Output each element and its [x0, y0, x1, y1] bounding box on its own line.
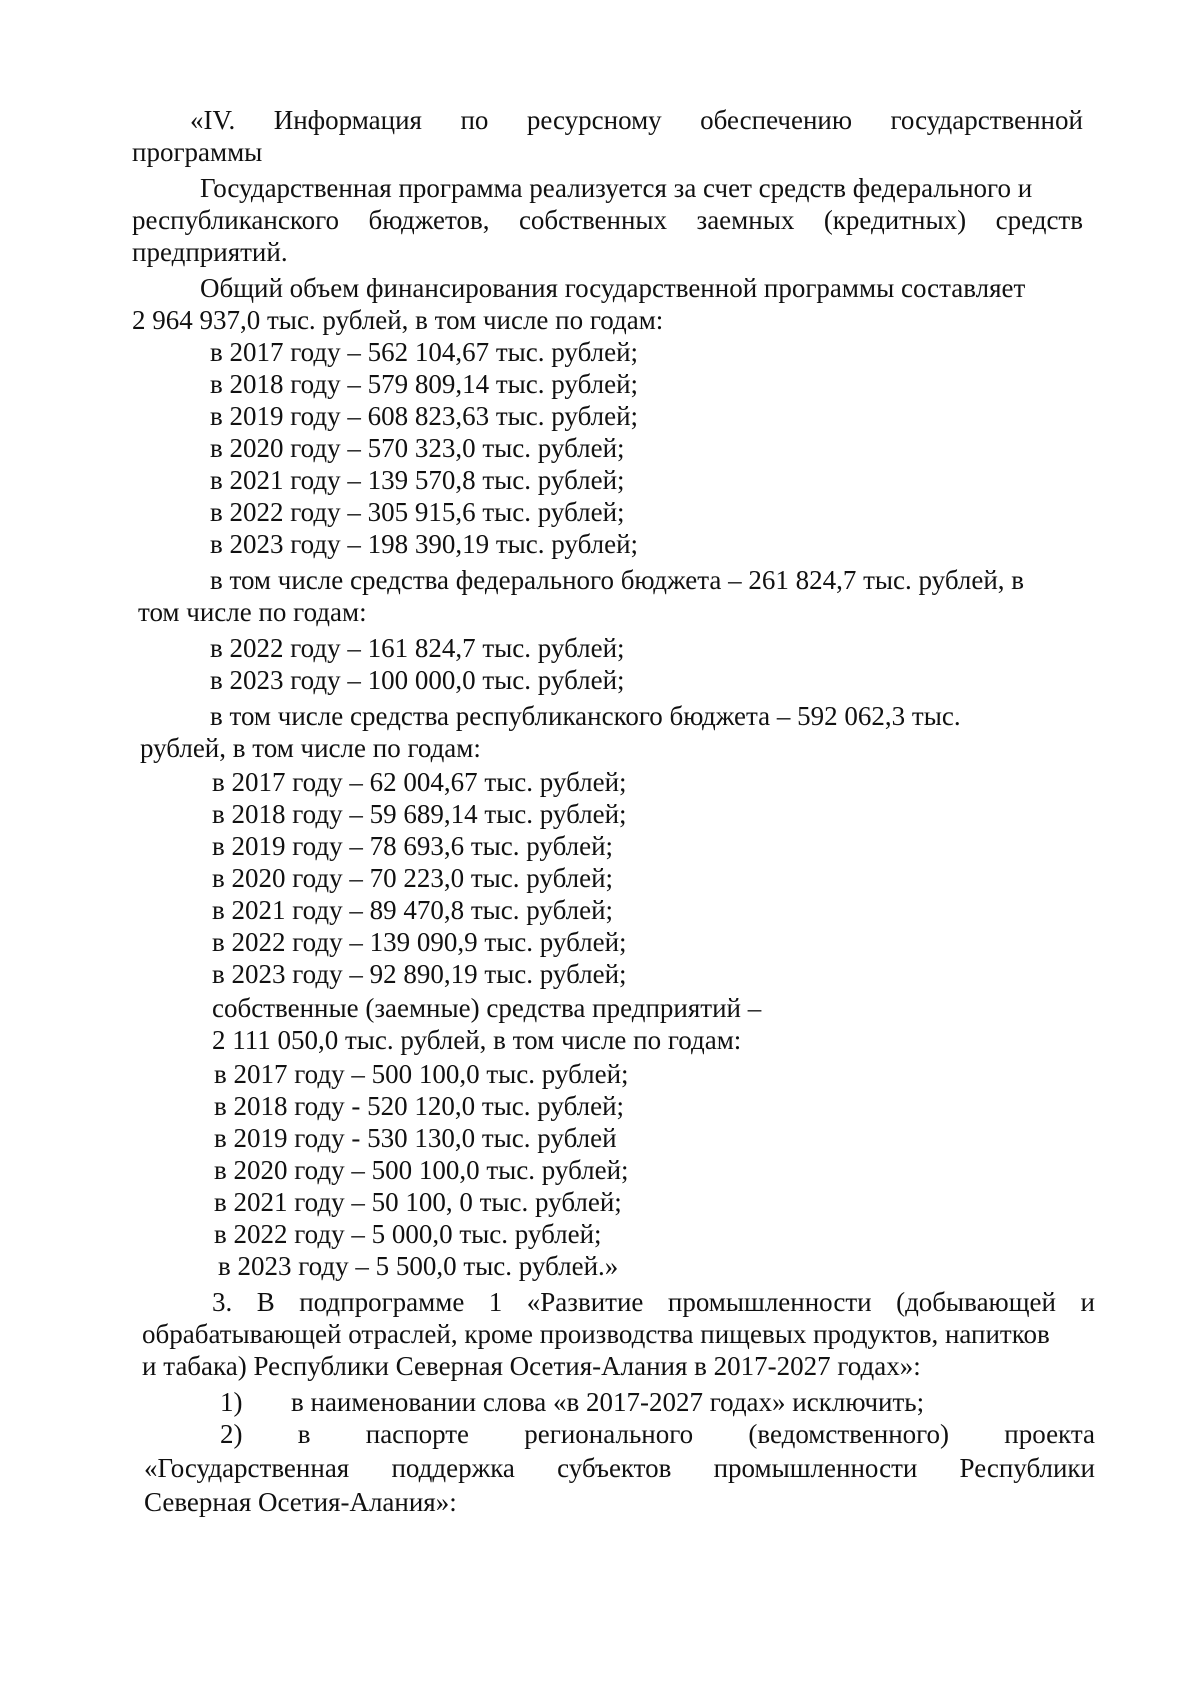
- paragraph-line: собственные (заемные) средства предприятий –: [212, 993, 762, 1023]
- word: промышленности: [713, 1453, 918, 1483]
- list-item: в 2023 году – 5 500,0 тыс. рублей.»: [218, 1251, 619, 1281]
- list-item: в 2022 году – 305 915,6 тыс. рублей;: [210, 497, 625, 527]
- list-item: в 2019 году - 530 130,0 тыс. рублей: [214, 1123, 617, 1153]
- paragraph-line: 2 111 050,0 тыс. рублей, в том числе по годам:: [212, 1025, 742, 1055]
- word: В: [256, 1287, 275, 1317]
- word: проекта: [1004, 1419, 1095, 1449]
- paragraph-line: Северная Осетия-Алания»:: [144, 1487, 457, 1517]
- sub-item-number: 1): [220, 1387, 243, 1417]
- word: подпрограмме: [299, 1287, 465, 1317]
- word: «Развитие: [526, 1287, 644, 1317]
- word: субъектов: [557, 1453, 672, 1483]
- word: паспорте: [365, 1419, 470, 1449]
- paragraph-line: Государственная программа реализуется за счет средств федерального и: [200, 173, 1033, 203]
- list-item: в 2020 году – 570 323,0 тыс. рублей;: [210, 433, 625, 463]
- heading-word: обеспечению: [700, 105, 853, 135]
- list-item: в 2021 году – 139 570,8 тыс. рублей;: [210, 465, 625, 495]
- list-item: в 2022 году – 161 824,7 тыс. рублей;: [210, 633, 625, 663]
- word: поддержка: [391, 1453, 515, 1483]
- list-item: в 2018 году – 59 689,14 тыс. рублей;: [212, 799, 627, 829]
- word: бюджетов,: [368, 205, 490, 235]
- heading-word: ресурсному: [526, 105, 662, 135]
- word: собственных: [518, 205, 668, 235]
- list-item: в 2023 году – 100 000,0 тыс. рублей;: [210, 665, 625, 695]
- word: регионального: [524, 1419, 694, 1449]
- word: (добывающей: [896, 1287, 1056, 1317]
- paragraph-line: в том числе средства федерального бюджета – 261 824,7 тыс. рублей, в: [210, 565, 1025, 595]
- section-heading-continuation: программы: [132, 137, 263, 167]
- paragraph-line: обрабатывающей отраслей, кроме производства пищевых продуктов, напитков: [142, 1319, 1050, 1349]
- paragraph-line: [132, 204, 1083, 236]
- paragraph-line: рублей, в том числе по годам:: [140, 733, 481, 763]
- word: и: [1080, 1287, 1095, 1317]
- list-item: в 2021 году – 89 470,8 тыс. рублей;: [212, 895, 614, 925]
- word: Республики: [959, 1453, 1095, 1483]
- word: промышленности: [667, 1287, 872, 1317]
- word: 3.: [212, 1287, 233, 1317]
- list-item: в 2022 году – 5 000,0 тыс. рублей;: [214, 1219, 602, 1249]
- list-item: в 2020 году – 70 223,0 тыс. рублей;: [212, 863, 614, 893]
- word: 2): [220, 1419, 243, 1449]
- list-item: в 2019 году – 78 693,6 тыс. рублей;: [212, 831, 614, 861]
- list-item: в 2021 году – 50 100, 0 тыс. рублей;: [214, 1187, 622, 1217]
- sub-item-text: в наименовании слова «в 2017-2027 годах» исключить;: [291, 1387, 925, 1417]
- list-item: в 2018 году – 579 809,14 тыс. рублей;: [210, 369, 639, 399]
- list-item: в 2017 году – 500 100,0 тыс. рублей;: [214, 1059, 629, 1089]
- paragraph-line: предприятий.: [132, 237, 288, 267]
- sub-item-2-line: [144, 1452, 1095, 1484]
- paragraph-line: и табака) Республики Северная Осетия-Алания в 2017-2027 годах»:: [142, 1351, 921, 1381]
- list-item: в 2023 году – 198 390,19 тыс. рублей;: [210, 529, 639, 559]
- section-heading: [190, 104, 1083, 136]
- heading-word: государственной: [890, 105, 1083, 135]
- list-item: в 2017 году – 62 004,67 тыс. рублей;: [212, 767, 627, 797]
- list-item: в 2022 году – 139 090,9 тыс. рублей;: [212, 927, 627, 957]
- list-item: в 2023 году – 92 890,19 тыс. рублей;: [212, 959, 627, 989]
- word: средств: [995, 205, 1083, 235]
- paragraph-line: том числе по годам:: [138, 597, 367, 627]
- word: в: [297, 1419, 311, 1449]
- paragraph-line: в том числе средства республиканского бюджета – 592 062,3 тыс.: [210, 701, 961, 731]
- paragraph-line: 2 964 937,0 тыс. рублей, в том числе по годам:: [132, 305, 664, 335]
- word: республиканского: [132, 205, 339, 235]
- list-item: в 2019 году – 608 823,63 тыс. рублей;: [210, 401, 639, 431]
- sub-item-2-line: [220, 1418, 1095, 1450]
- heading-word: Информация: [273, 105, 422, 135]
- word: «Государственная: [144, 1453, 350, 1483]
- word: 1: [488, 1287, 503, 1317]
- word: (кредитных): [823, 205, 967, 235]
- heading-word: по: [460, 105, 489, 135]
- word: (ведомственного): [748, 1419, 950, 1449]
- list-item: в 2017 году – 562 104,67 тыс. рублей;: [210, 337, 639, 367]
- heading-word: «IV.: [190, 105, 236, 135]
- list-item: в 2018 году - 520 120,0 тыс. рублей;: [214, 1091, 625, 1121]
- word: заемных: [696, 205, 795, 235]
- paragraph-line: Общий объем финансирования государственной программы составляет: [200, 273, 1026, 303]
- item-3-line: [212, 1286, 1095, 1318]
- list-item: в 2020 году – 500 100,0 тыс. рублей;: [214, 1155, 629, 1185]
